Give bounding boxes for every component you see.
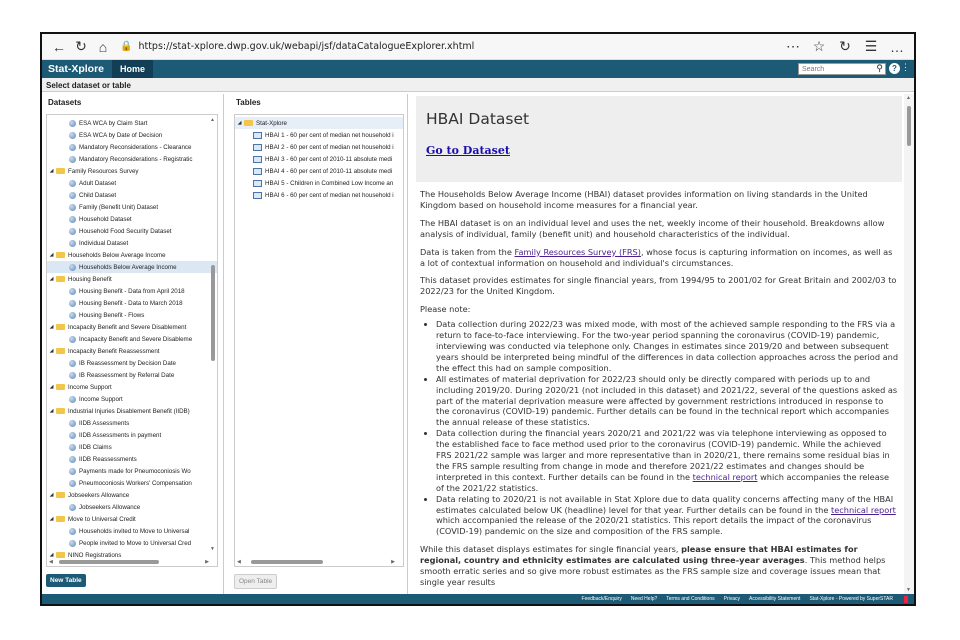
dataset-icon — [69, 504, 76, 511]
dataset-label: Incapacity Benefit and Severe Disableme — [79, 335, 193, 343]
dataset-icon — [69, 132, 76, 139]
dataset-item[interactable] — [47, 429, 217, 441]
dataset-folder[interactable] — [47, 513, 217, 525]
back-icon[interactable]: ← — [52, 38, 66, 55]
table-icon — [253, 132, 262, 139]
dataset-icon — [69, 192, 76, 199]
expanded-caret-icon[interactable]: ◢ — [49, 552, 54, 558]
folder-icon — [56, 384, 65, 390]
dataset-label: Payments made for Pneumoconiosis Wo — [79, 467, 191, 475]
expanded-caret-icon[interactable]: ◢ — [237, 120, 242, 126]
source-paragraph: Data is taken from the Family Resources Survey (FRS), whose focus is capturing information on incomes, as well as a lot of contextual information on household and individual's circumstances. — [420, 246, 893, 268]
dataset-icon — [69, 156, 76, 163]
dataset-icon — [69, 120, 76, 127]
dataset-label: ESA WCA by Date of Decision — [79, 131, 163, 139]
tables-root-folder[interactable]: ◢ Stat-Xplore — [235, 117, 403, 129]
expanded-caret-icon[interactable]: ◢ — [49, 324, 54, 330]
dataset-icon — [69, 180, 76, 187]
tables-pane — [230, 94, 408, 594]
dataset-label: Households invited to Move to Universal — [79, 527, 190, 535]
dataset-label: Household Food Security Dataset — [79, 227, 172, 235]
datasets-horizontal-scrollbar[interactable]: ◀ ▶ — [49, 559, 209, 565]
dataset-item[interactable] — [47, 117, 217, 129]
dataset-icon — [69, 456, 76, 463]
table-icon — [253, 156, 262, 163]
dataset-label: Move to Universal Credit — [68, 515, 136, 523]
intro-paragraph: The Households Below Average Income (HBAI) dataset provides information on living standards in the United Kingdom based on household income measures for a financial year. — [420, 189, 868, 210]
dataset-item[interactable] — [47, 525, 217, 537]
expanded-caret-icon[interactable]: ◢ — [49, 252, 54, 258]
dataset-icon — [69, 528, 76, 535]
refresh-icon[interactable]: ↻ — [75, 38, 87, 54]
superstar-logo-icon — [904, 596, 908, 603]
dataset-label: Family (Benefit Unit) Dataset — [79, 203, 159, 211]
favorite-star-icon[interactable]: ☆ — [812, 38, 826, 54]
dataset-label: Income Support — [79, 395, 123, 403]
dataset-item[interactable] — [47, 201, 217, 213]
dataset-label: Jobseekers Allowance — [79, 503, 141, 511]
table-icon — [253, 192, 262, 199]
go-to-dataset-link[interactable]: Go to Dataset — [426, 144, 510, 157]
dataset-icon — [69, 420, 76, 427]
dataset-item[interactable] — [47, 477, 217, 489]
footer-link[interactable]: Feedback/Enquiry — [581, 596, 622, 602]
folder-icon — [56, 168, 65, 174]
dataset-icon — [69, 372, 76, 379]
dataset-label: ESA WCA by Claim Start — [79, 119, 148, 127]
folder-icon — [244, 120, 253, 126]
datasets-vertical-scrollbar[interactable]: ▲ ▼ — [210, 117, 215, 552]
tables-title: Tables — [236, 98, 261, 107]
dataset-item[interactable] — [47, 213, 217, 225]
dataset-title: HBAI Dataset — [426, 110, 530, 128]
table-label: HBAI 1 - 60 per cent of median net household i — [265, 131, 394, 139]
note-item: • Data relating to 2020/21 is not available in Stat Xplore due to data quality concerns affecting many of the HBAI estimates calculated below UK (headline) level for that year. Further details can be found in the technical report which accompanied the release of the 2020/21 statistics. This report details the impact of the coronavirus (COVID-19) pandemic on the size and composition of the FRS sample. — [436, 494, 899, 538]
notes-list — [436, 319, 899, 537]
table-icon — [253, 180, 262, 187]
more-options-icon[interactable]: … — [890, 38, 904, 55]
table-label: HBAI 2 - 60 per cent of median net household i — [265, 143, 394, 151]
dataset-item[interactable] — [47, 441, 217, 453]
dataset-icon — [69, 336, 76, 343]
dataset-item[interactable] — [47, 453, 217, 465]
folder-icon — [56, 492, 65, 498]
dataset-item[interactable] — [47, 225, 217, 237]
dataset-header — [416, 96, 902, 182]
dataset-label: Industrial Injuries Disablement Benefit (IIDB) — [68, 407, 190, 415]
dataset-item[interactable] — [47, 333, 217, 345]
dataset-item[interactable] — [47, 501, 217, 513]
dataset-label: Housing Benefit — [68, 275, 112, 283]
footer-link[interactable]: Accessibility Statement — [749, 596, 801, 602]
dataset-icon — [69, 204, 76, 211]
table-label: HBAI 3 - 60 per cent of 2010-11 absolute medi — [265, 155, 393, 163]
browser-window — [40, 32, 916, 606]
dataset-label: Mandatory Reconsiderations - Registratic — [79, 155, 193, 163]
table-item[interactable] — [235, 153, 403, 165]
dataset-label: IIDB Assessments — [79, 419, 130, 427]
search-placeholder: Search — [802, 65, 825, 73]
dataset-label: Housing Benefit - Flows — [79, 311, 145, 319]
lock-icon: 🔒 — [120, 41, 133, 52]
dataset-label: IIDB Claims — [79, 443, 112, 451]
dataset-icon — [69, 312, 76, 319]
dataset-folder[interactable] — [47, 273, 217, 285]
help-icon[interactable]: ? — [889, 63, 900, 74]
note-item: • Data collection during the financial years 2020/21 and 2021/22 was via telephone interviewing as opposed to the established face to face method used prior to the coronavirus (COVID-19) pandemic. While the achieved FRS 2021/22 sample was larger and more representative than in 2020/21, there remains some residual bias in the FRS sample resulting from change in mode and therefore 2021/22 estimates and changes should be interpreted in this context. Further details can be found in the technical report which accompanies the release of the 2021/22 statistics. — [436, 428, 899, 493]
dataset-label: Pneumoconiosis Workers' Compensation — [79, 479, 192, 487]
table-label: HBAI 6 - 60 per cent of median net household i — [265, 191, 394, 199]
expanded-caret-icon[interactable]: ◢ — [49, 408, 54, 414]
dataset-icon — [69, 468, 76, 475]
level-paragraph: The HBAI dataset is on an individual level and uses the net, weekly income of their household. Breakdowns allow analysis of individual, family (benefit unit) and household characteristics of the individual. — [420, 217, 885, 239]
dataset-item[interactable] — [47, 393, 217, 405]
averages-paragraph: While this dataset displays estimates for single financial years, please ensure that HBAI estimates for regional, country and ethnicity estimates are calculated using three-year averages. This method helps smooth erratic series and so give more robust estimates as the FRS sample size and coverage issues mean that single year results — [420, 544, 886, 587]
folder-icon — [56, 276, 65, 282]
dataset-item[interactable] — [47, 237, 217, 249]
coverage-paragraph: This dataset provides estimates for single financial years, from 1994/95 to 2001/02 for Great Britain and 2002/03 to 2022/23 for the United Kingdom. — [420, 275, 897, 297]
folder-icon — [56, 324, 65, 330]
dataset-description — [416, 189, 902, 588]
dataset-label: Jobseekers Allowance — [68, 491, 130, 499]
footer-bar — [42, 594, 914, 604]
expanded-caret-icon[interactable]: ◢ — [49, 492, 54, 498]
expanded-caret-icon[interactable]: ◢ — [49, 168, 54, 174]
dataset-label: Households Below Average Income — [79, 263, 177, 271]
dataset-item[interactable] — [47, 369, 217, 381]
folder-icon — [56, 348, 65, 354]
dataset-item[interactable] — [47, 153, 217, 165]
dataset-item[interactable] — [47, 177, 217, 189]
datasets-tree — [46, 114, 218, 567]
url-text: https://stat-xplore.dwp.gov.uk/webapi/jsf/dataCatalogueExplorer.xhtml — [138, 41, 475, 52]
reader-icon[interactable]: ⋯ — [786, 38, 800, 54]
dataset-icon — [69, 144, 76, 151]
home-tab[interactable]: Home — [112, 60, 153, 78]
address-bar[interactable] — [120, 41, 782, 52]
dataset-label: People invited to Move to Universal Cred — [79, 539, 192, 547]
frs-link[interactable]: Family Resources Survey (FRS) — [514, 246, 641, 257]
dataset-label: Adult Dataset — [79, 179, 117, 187]
datasets-pane — [42, 94, 224, 594]
new-table-button[interactable]: New Table — [46, 574, 86, 587]
dataset-label: Incapacity Benefit and Severe Disablement — [68, 323, 187, 331]
table-label: HBAI 4 - 60 per cent of 2010-11 absolute medi — [265, 167, 393, 175]
technical-report-link[interactable]: technical report — [831, 504, 896, 515]
dataset-icon — [69, 264, 76, 271]
folder-icon — [56, 252, 65, 258]
table-item[interactable] — [235, 189, 403, 201]
dataset-item[interactable] — [47, 537, 217, 549]
dataset-folder[interactable] — [47, 405, 217, 417]
expanded-caret-icon[interactable]: ◢ — [49, 276, 54, 282]
dataset-icon — [69, 300, 76, 307]
dataset-icon — [69, 240, 76, 247]
dataset-label: IB Reassessment by Decision Date — [79, 359, 176, 367]
tab-actions-icon[interactable]: ↻ — [839, 38, 851, 54]
dataset-folder[interactable] — [47, 381, 217, 393]
note-item: • Data collection during 2022/23 was mixed mode, with most of the achieved sample responding to the FRS via a return to face-to-face interviewing. For the two-year period spanning the coronavirus (COVID-19) pandemic, interviewing was conducted via telephone only. Changes in estimates since 2019/20 and between subsequent years should be interpreted being mindful of the differences in data collection approaches across the period and the effect this had on sample composition. — [436, 319, 899, 374]
favorites-list-icon[interactable]: ☰ — [864, 38, 878, 54]
dataset-label: Households Below Average Income — [68, 251, 166, 259]
table-item[interactable] — [235, 177, 403, 189]
expanded-caret-icon[interactable]: ◢ — [49, 516, 54, 522]
search-input[interactable] — [798, 63, 886, 75]
dataset-label: NINO Registrations — [68, 551, 122, 559]
dataset-item[interactable] — [47, 465, 217, 477]
footer-link[interactable]: Need Help? — [630, 596, 658, 602]
dataset-folder[interactable] — [47, 321, 217, 333]
footer-link[interactable]: Privacy — [723, 596, 741, 602]
dataset-folder[interactable] — [47, 345, 217, 357]
table-icon — [253, 168, 262, 175]
app-logo[interactable]: Stat-Xplore — [48, 63, 105, 75]
dataset-label: Child Dataset — [79, 191, 117, 199]
dataset-label: Income Support — [68, 383, 112, 391]
dataset-folder[interactable] — [47, 489, 217, 501]
footer-link[interactable]: Stat-Xplore - Powered by SuperSTAR — [809, 596, 893, 602]
datasets-title: Datasets — [48, 98, 82, 107]
dataset-item[interactable] — [47, 189, 217, 201]
dataset-icon — [69, 444, 76, 451]
dataset-icon — [69, 396, 76, 403]
dataset-label: Individual Dataset — [79, 239, 129, 247]
tables-horizontal-scrollbar[interactable]: ◀ ▶ — [237, 559, 395, 565]
home-icon[interactable]: ⌂ — [98, 38, 108, 55]
dataset-item[interactable] — [47, 309, 217, 321]
dataset-label: IIDB Reassessments — [79, 455, 137, 463]
dataset-item[interactable] — [47, 285, 217, 297]
content-vertical-scrollbar[interactable]: ▲ ▼ — [904, 94, 914, 594]
dataset-label: Family Resources Survey — [68, 167, 139, 175]
folder-icon — [56, 516, 65, 522]
expanded-caret-icon[interactable]: ◢ — [49, 348, 54, 354]
dataset-label: Mandatory Reconsiderations - Clearance — [79, 143, 192, 151]
dataset-icon — [69, 228, 76, 235]
table-item[interactable] — [235, 165, 403, 177]
dataset-label: Housing Benefit - Data to March 2018 — [79, 299, 183, 307]
search-icon[interactable]: ⚲ — [876, 63, 883, 73]
note-heading: Please note: — [420, 304, 471, 315]
dataset-info-pane — [414, 94, 914, 594]
expanded-caret-icon[interactable]: ◢ — [49, 384, 54, 390]
dataset-item[interactable] — [47, 297, 217, 309]
page-subheader: Select dataset or table — [42, 78, 914, 92]
folder-icon — [56, 408, 65, 414]
table-label: HBAI 5 - Children in Combined Low Income an — [265, 179, 394, 187]
dataset-icon — [69, 480, 76, 487]
dataset-folder[interactable] — [47, 165, 217, 177]
dataset-icon — [69, 216, 76, 223]
dataset-icon — [69, 360, 76, 367]
note-item: • All estimates of material deprivation for 2022/23 should only be directly compared with periods up to and including 2019/20. During 2020/21 (not included in this dataset) and 2021/22, several of the questions asked as part of the material deprivation measure were affected by government restrictions introduced in response to the coronavirus (COVID-19) pandemic. Further details can be found in the technical report which accompanies the annual release of these statistics. — [436, 374, 899, 429]
dataset-icon — [69, 288, 76, 295]
dataset-item[interactable] — [47, 357, 217, 369]
dataset-folder[interactable] — [47, 249, 217, 261]
table-item[interactable] — [235, 141, 403, 153]
dataset-item[interactable] — [47, 129, 217, 141]
dataset-item[interactable] — [47, 141, 217, 153]
dataset-label: Housing Benefit - Data from April 2018 — [79, 287, 185, 295]
technical-report-link[interactable]: technical report — [692, 471, 758, 482]
dataset-label: IIDB Assessments in payment — [79, 431, 162, 439]
footer-link[interactable]: Terms and Conditions — [666, 596, 715, 602]
table-icon — [253, 144, 262, 151]
table-item[interactable] — [235, 129, 403, 141]
app-header — [42, 60, 914, 78]
browser-toolbar — [42, 34, 914, 60]
dataset-icon — [69, 540, 76, 547]
open-table-button[interactable]: Open Table — [234, 574, 277, 589]
dataset-label: Incapacity Benefit Reassessment — [68, 347, 160, 355]
dataset-item[interactable] — [47, 261, 217, 273]
dataset-label: IB Reassessment by Referral Date — [79, 371, 175, 379]
tables-tree — [234, 114, 404, 567]
dataset-item[interactable] — [47, 417, 217, 429]
dataset-label: Household Dataset — [79, 215, 132, 223]
dataset-icon — [69, 432, 76, 439]
menu-kebab-icon[interactable]: ⋮ — [901, 62, 910, 72]
